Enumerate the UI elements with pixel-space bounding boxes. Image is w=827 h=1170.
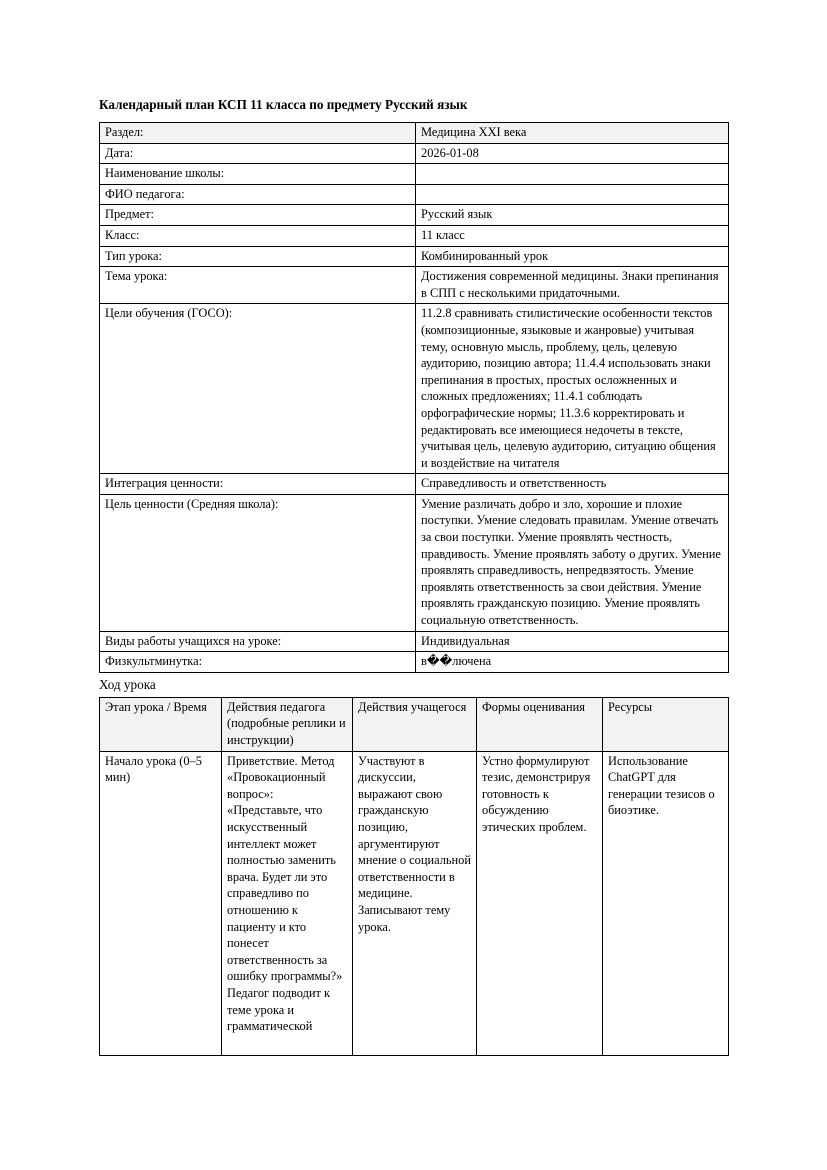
lesson-flow-table — [99, 697, 729, 1056]
cell-resources-text: Использование ChatGPT для генерации тезисов о биоэтике. — [608, 753, 715, 818]
meta-value: 11.2.8 сравнивать стилистические особенности текстов (композиционные, языковые и жанровые) учитывая тему, основную мысль, проблему, цель, целевую аудиторию, позицию автора; 11.4.4 использовать знаки препинания в простых, простых осложненных и сложных предложениях; 11.4.1 соблюдать орфографические нормы; 11.3.6 корректировать и редактировать все имеющиеся недочеты в тексте, учитывая цель, целевую аудиторию, ситуацию общения и воздействие на читателя — [416, 304, 729, 474]
meta-value: в��лючена — [416, 652, 729, 673]
table-row — [100, 143, 729, 164]
column-header-resources: Ресурсы — [603, 697, 729, 751]
meta-value: Медицина XXI века — [416, 123, 729, 144]
meta-key: Класс: — [100, 225, 416, 246]
meta-value: 11 класс — [416, 225, 729, 246]
cell-student-actions — [353, 751, 477, 1055]
meta-value: Комбинированный урок — [416, 246, 729, 267]
cell-teacher-actions-text: Приветствие. Метод «Провокационный вопрос»: «Представьте, что искусственный интеллект может полностью заменить врача. Будет ли это справедливо по отношению к пациенту и кто понесет ответственность за ошибку программы?» Педагог подводит к теме урока и грамматической — [227, 753, 343, 1034]
meta-value — [416, 164, 729, 185]
meta-value: 2026-01-08 — [416, 143, 729, 164]
lesson-flow-table-body — [100, 751, 729, 1055]
table-row — [100, 751, 729, 1055]
meta-key: Дата: — [100, 143, 416, 164]
meta-key: Физкультминутка: — [100, 652, 416, 673]
meta-value: Индивидуальная — [416, 631, 729, 652]
lesson-flow-table-head — [100, 697, 729, 751]
table-row — [100, 474, 729, 495]
meta-key: Цель ценности (Средняя школа): — [100, 494, 416, 631]
meta-key: ФИО педагога: — [100, 184, 416, 205]
meta-key: Тип урока: — [100, 246, 416, 267]
column-header-teacher-actions: Действия педагога (подробные реплики и инструкции) — [222, 697, 353, 751]
meta-key: Цели обучения (ГОСО): — [100, 304, 416, 474]
table-row — [100, 184, 729, 205]
cell-student-actions-text: Участвуют в дискуссии, выражают свою гражданскую позицию, аргументируют мнение о социальной ответственности в медицине. Записывают тему урока. — [358, 753, 471, 934]
meta-key: Наименование школы: — [100, 164, 416, 185]
lesson-flow-label: Ход урока — [99, 676, 156, 692]
table-row — [100, 304, 729, 474]
meta-value: Справедливость и ответственность — [416, 474, 729, 495]
meta-key: Раздел: — [100, 123, 416, 144]
meta-key: Интеграция ценности: — [100, 474, 416, 495]
column-header-student-actions: Действия учащегося — [353, 697, 477, 751]
table-row — [100, 631, 729, 652]
table-row — [100, 225, 729, 246]
page-title: Календарный план КСП 11 класса по предмету Русский язык — [99, 97, 468, 112]
meta-key: Предмет: — [100, 205, 416, 226]
cell-assessment-text: Устно формулируют тезис, демонстрируя готовность к обсуждению этических проблем. — [482, 753, 591, 834]
meta-key: Виды работы учащихся на уроке: — [100, 631, 416, 652]
column-header-assessment: Формы оценивания — [477, 697, 603, 751]
cell-teacher-actions — [222, 751, 353, 1055]
column-header-stage: Этап урока / Время — [100, 697, 222, 751]
meta-value: Умение различать добро и зло, хорошие и плохие поступки. Умение следовать правилам. Умение отвечать за свои поступки. Умение проявлять честность, правдивость. Умение проявлять заботу о других. Умение проявлять справедливость, непредвзятость. Умение проявлять ответственность за свои действия. Умение проявлять гражданскую позицию. Умение проявлять социальную ответственность. — [416, 494, 729, 631]
meta-key: Тема урока: — [100, 267, 416, 304]
meta-value: Достижения современной медицины. Знаки препинания в СПП с несколькими придаточными. — [416, 267, 729, 304]
table-row — [100, 123, 729, 144]
cell-resources — [603, 751, 729, 1055]
lesson-meta-table-body — [100, 123, 729, 673]
table-header-row — [100, 697, 729, 751]
table-row — [100, 494, 729, 631]
cell-stage-text: Начало урока (0–5 мин) — [105, 753, 202, 785]
meta-value: Русский язык — [416, 205, 729, 226]
table-row — [100, 267, 729, 304]
meta-value — [416, 184, 729, 205]
table-row — [100, 652, 729, 673]
cell-assessment — [477, 751, 603, 1055]
table-row — [100, 205, 729, 226]
cell-stage — [100, 751, 222, 1055]
lesson-meta-table — [99, 122, 729, 673]
table-row — [100, 246, 729, 267]
table-row — [100, 164, 729, 185]
